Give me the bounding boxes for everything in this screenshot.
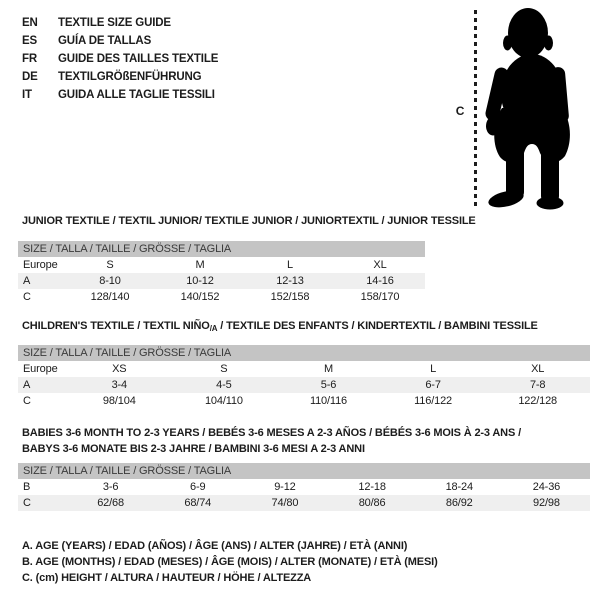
age-cell: 6-9 [190,481,206,493]
lang-row-en [22,14,218,32]
size-cell: L [287,259,293,271]
lang-title: GUIDA ALLE TAGLIE TESSILI [58,89,215,101]
row-label: Europe [23,363,58,375]
height-cell: 80/86 [358,497,386,509]
age-cell: 4-5 [216,379,232,391]
size-header-band: SIZE / TALLA / TAILLE / GRÖSSE / TAGLIA [18,463,590,479]
children-table-title [22,319,538,336]
height-cell: 86/92 [445,497,473,509]
babies-table-title-line2: BABYS 3-6 MONATE BIS 2-3 JAHRE / BAMBINI 3-6 MESI A 2-3 ANNI [22,443,365,455]
height-cell: 104/110 [204,395,243,407]
lang-row-de [22,68,218,86]
lang-code: ES [22,35,38,47]
lang-row-it [22,86,218,104]
size-cell: M [323,363,333,375]
language-title-list [22,14,218,104]
height-cell: 74/80 [271,497,299,509]
children-size-table [18,345,590,409]
title-part: CHILDREN'S TEXTILE / TEXTIL NIÑO [22,320,210,332]
age-cell: 8-10 [99,275,121,287]
lang-code: IT [22,89,32,101]
row-label: C [23,497,31,509]
size-header-band: SIZE / TALLA / TAILLE / GRÖSSE / TAGLIA [18,345,590,361]
size-cell: S [220,363,228,375]
age-cell: 10-12 [186,275,214,287]
age-cell: 5-6 [320,379,337,391]
babies-size-table [18,463,590,511]
row-label: Europe [23,259,58,271]
table-row [18,289,425,305]
size-cell: L [430,363,437,375]
table-row [18,495,590,511]
height-cell: 62/68 [97,497,124,509]
height-cell: 110/116 [309,395,348,407]
height-measure-dashed-line [474,10,477,206]
lang-title: GUÍA DE TALLAS [58,35,152,47]
lang-row-es [22,32,218,50]
size-cell: XS [112,363,127,375]
table-row [18,257,425,273]
lang-code: FR [22,53,38,65]
table-row [18,393,590,409]
table-row [18,273,425,289]
height-measure-label: C [455,104,465,118]
size-cell: S [106,259,114,271]
row-label: A [23,275,31,287]
legend-notes [22,538,438,586]
note-height-cm: C. (cm) HEIGHT / ALTURA / HAUTEUR / HÖHE / ALTEZZA [22,572,312,584]
junior-table-title: JUNIOR TEXTILE / TEXTIL JUNIOR/ TEXTILE JUNIOR / JUNIORTEXTIL / JUNIOR TESSILE [22,215,476,227]
row-label: C [23,395,31,407]
height-cell: 116/122 [414,395,453,407]
babies-table-title-line1: BABIES 3-6 MONTH TO 2-3 YEARS / BEBÉS 3-6 MESES A 2-3 AÑOS / BÉBÉS 3-6 MOIS À 2-3 ANS / [22,427,521,439]
age-cell: 12-18 [358,481,386,493]
age-cell: 18-24 [445,481,473,493]
age-cell: 12-13 [276,275,304,287]
height-cell: 152/158 [270,291,310,303]
lang-title: TEXTILE SIZE GUIDE [58,17,171,29]
lang-code: EN [22,17,38,29]
height-cell: 92/98 [533,497,560,509]
age-cell: 3-4 [111,379,128,391]
age-cell: 9-12 [274,481,296,493]
age-cell: 7-8 [529,379,546,391]
toddler-silhouette [482,5,582,212]
height-cell: 128/140 [90,291,130,303]
age-cell: 24-36 [532,481,561,493]
note-age-months: B. AGE (MONTHS) / EDAD (MESES) / ÂGE (MOIS) / ALTER (MONATE) / ETÀ (MESI) [22,556,438,568]
table-row [18,361,590,377]
title-subscript: /A [209,324,218,333]
row-label: A [23,379,31,391]
height-cell: 98/104 [102,395,136,407]
age-cell: 14-16 [366,275,394,287]
size-cell: XL [373,259,387,271]
lang-title: GUIDE DES TAILLES TEXTILE [58,53,219,65]
table-row [18,377,590,393]
age-cell: 6-7 [425,379,441,391]
height-cell: 68/74 [184,497,212,509]
height-cell: 122/128 [518,395,558,407]
size-cell: XL [531,363,545,375]
row-label: B [23,481,31,493]
row-label: C [23,291,31,303]
size-cell: M [195,259,205,271]
size-header-band: SIZE / TALLA / TAILLE / GRÖSSE / TAGLIA [18,241,425,257]
lang-row-fr [22,50,218,68]
junior-size-table [18,241,425,305]
lang-code: DE [22,71,38,83]
table-row [18,479,590,495]
title-part: / TEXTILE DES ENFANTS / KINDERTEXTIL / BAMBINI TESSILE [217,320,538,332]
age-cell: 3-6 [102,481,119,493]
height-cell: 140/152 [180,291,220,303]
height-cell: 158/170 [360,291,400,303]
lang-title: TEXTILGRÖßENFÜHRUNG [58,71,202,83]
note-age-years: A. AGE (YEARS) / EDAD (AÑOS) / ÂGE (ANS) / ALTER (JAHRE) / ETÀ (ANNI) [22,540,408,552]
